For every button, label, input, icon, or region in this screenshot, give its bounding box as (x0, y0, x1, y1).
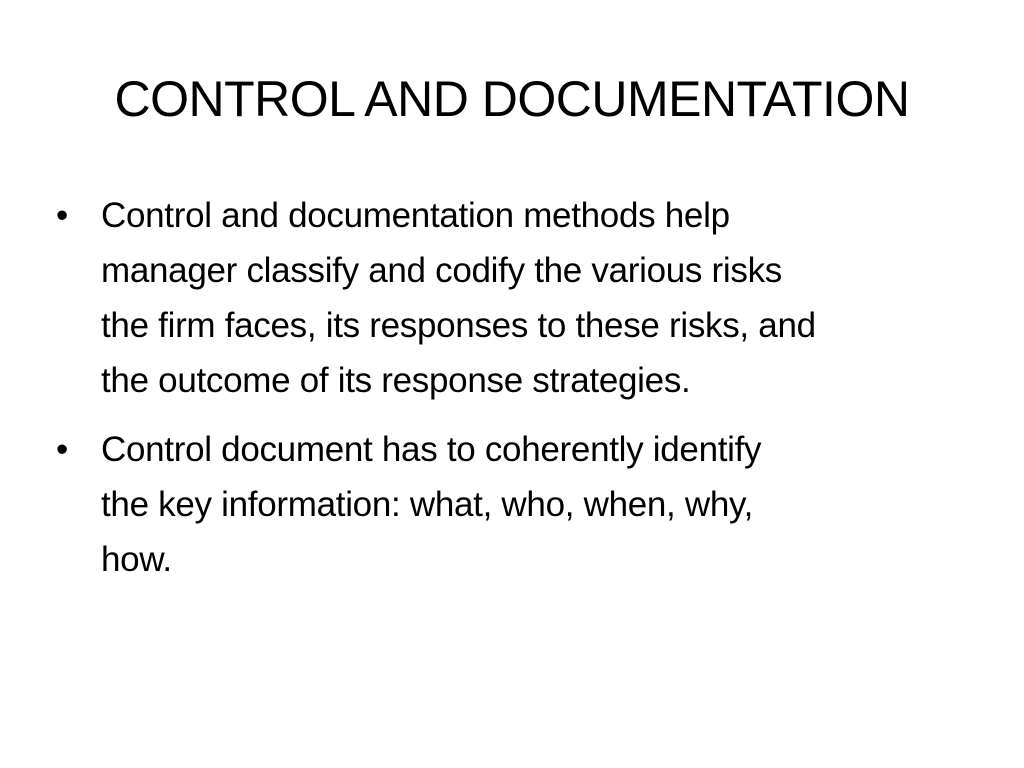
bullet-line: Control document has to coherently identify (101, 430, 762, 469)
list-item (56, 422, 996, 587)
slide-title: CONTROL AND DOCUMENTATION (114, 71, 910, 127)
bullet-icon: • (56, 196, 68, 235)
bullet-line: manager classify and codify the various risks (101, 251, 782, 290)
list-item (56, 188, 996, 408)
bullet-icon: • (56, 430, 68, 469)
bullet-line: how. (101, 540, 172, 579)
bullet-list (56, 188, 996, 601)
bullet-line: the outcome of its response strategies. (101, 361, 691, 400)
bullet-text (101, 422, 996, 587)
bullet-line: the firm faces, its responses to these risks, and (101, 306, 816, 345)
bullet-line: the key information: what, who, when, why, (101, 485, 754, 524)
bullet-text (101, 188, 996, 408)
bullet-line: Control and documentation methods help (101, 196, 730, 235)
